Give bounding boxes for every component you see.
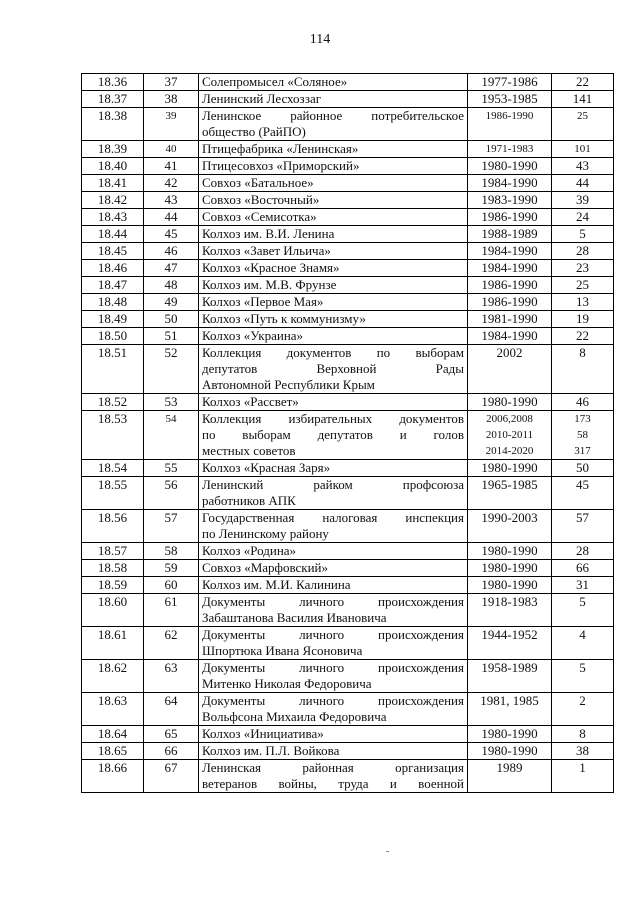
fund-name-line: Колхоз им. М.В. Фрунзе (202, 277, 337, 292)
cell-years (468, 226, 552, 243)
fund-name-line: по выборам депутатов и голов (202, 427, 464, 442)
cell-fund-index: 18.51 (82, 345, 144, 394)
cell-years (468, 726, 552, 743)
table-row (82, 192, 614, 209)
count-value: 25 (576, 277, 589, 292)
fund-name-line: Колхоз «Первое Мая» (202, 294, 324, 309)
fund-name-line: Колхоз им. В.И. Ленина (202, 226, 335, 241)
cell-file-count (552, 627, 614, 660)
cell-row-number: 61 (144, 594, 199, 627)
count-value: 1 (579, 760, 586, 775)
count-value: 2 (579, 693, 586, 708)
cell-file-count (552, 543, 614, 560)
cell-row-number: 55 (144, 460, 199, 477)
table-row (82, 577, 614, 594)
years-value: 1980-1990 (481, 394, 538, 409)
cell-fund-index: 18.66 (82, 760, 144, 793)
cell-file-count (552, 560, 614, 577)
cell-row-number: 57 (144, 510, 199, 543)
table-row (82, 394, 614, 411)
cell-fund-index: 18.46 (82, 260, 144, 277)
years-value: 1980-1990 (481, 460, 538, 475)
fund-name-line: Солепромысел «Соляное» (202, 74, 348, 89)
years-value: 1958-1989 (481, 660, 538, 675)
cell-row-number: 54 (144, 411, 199, 460)
years-value: 2014-2020 (485, 445, 534, 457)
cell-years (468, 660, 552, 693)
fund-name-line: Совхоз «Семисотка» (202, 209, 317, 224)
cell-fund-index: 18.37 (82, 91, 144, 108)
fund-name-line: ветеранов войны, труда и военной (202, 776, 464, 791)
cell-fund-name (199, 345, 468, 394)
cell-years (468, 743, 552, 760)
cell-fund-index: 18.39 (82, 141, 144, 158)
fund-name-line: Птицесовхоз «Приморский» (202, 158, 360, 173)
fund-name-line: Шпортюка Ивана Ясоновича (202, 643, 363, 658)
cell-fund-index: 18.48 (82, 294, 144, 311)
cell-file-count (552, 141, 614, 158)
years-value: 2002 (496, 345, 523, 360)
cell-row-number: 41 (144, 158, 199, 175)
count-value: 28 (576, 243, 589, 258)
cell-years (468, 394, 552, 411)
cell-fund-index: 18.60 (82, 594, 144, 627)
cell-fund-name (199, 627, 468, 660)
fund-name-line: Колхоз «Рассвет» (202, 394, 299, 409)
cell-years (468, 345, 552, 394)
years-value: 1984-1990 (481, 243, 538, 258)
cell-years (468, 460, 552, 477)
cell-row-number: 50 (144, 311, 199, 328)
cell-file-count (552, 394, 614, 411)
cell-years (468, 328, 552, 345)
count-value: 66 (576, 560, 589, 575)
cell-fund-name (199, 693, 468, 726)
years-value: 1980-1990 (481, 743, 538, 758)
cell-fund-name (199, 560, 468, 577)
cell-file-count (552, 260, 614, 277)
cell-row-number: 44 (144, 209, 199, 226)
count-value: 5 (579, 660, 586, 675)
cell-fund-index: 18.61 (82, 627, 144, 660)
table-row (82, 743, 614, 760)
years-value: 1980-1990 (481, 560, 538, 575)
cell-row-number: 42 (144, 175, 199, 192)
cell-row-number: 45 (144, 226, 199, 243)
table-row (82, 311, 614, 328)
table-row (82, 175, 614, 192)
cell-fund-name (199, 328, 468, 345)
cell-file-count (552, 460, 614, 477)
cell-file-count (552, 192, 614, 209)
cell-row-number: 59 (144, 560, 199, 577)
cell-fund-name (199, 743, 468, 760)
cell-row-number: 56 (144, 477, 199, 510)
cell-file-count (552, 477, 614, 510)
cell-file-count (552, 226, 614, 243)
count-value: 24 (576, 209, 589, 224)
cell-file-count (552, 577, 614, 594)
fund-name-line: Автономной Республики Крым (202, 377, 375, 392)
cell-fund-index: 18.63 (82, 693, 144, 726)
cell-file-count (552, 277, 614, 294)
years-value: 1990-2003 (481, 510, 538, 525)
cell-fund-name (199, 594, 468, 627)
cell-file-count (552, 209, 614, 226)
cell-file-count (552, 760, 614, 793)
table-row (82, 277, 614, 294)
cell-file-count (552, 91, 614, 108)
table-row (82, 243, 614, 260)
cell-file-count (552, 345, 614, 394)
count-value: 43 (576, 158, 589, 173)
table-row (82, 345, 614, 394)
fund-name-line: по Ленинскому району (202, 526, 329, 541)
cell-file-count (552, 74, 614, 91)
count-value: 5 (579, 594, 586, 609)
cell-file-count (552, 743, 614, 760)
cell-fund-name (199, 158, 468, 175)
table-row (82, 477, 614, 510)
years-value: 1986-1990 (481, 294, 538, 309)
cell-fund-name (199, 294, 468, 311)
count-value: 8 (579, 726, 586, 741)
cell-file-count (552, 294, 614, 311)
years-value: 1965-1985 (481, 477, 538, 492)
cell-row-number: 65 (144, 726, 199, 743)
fund-name-line: Государственная налоговая инспекция (202, 510, 464, 525)
cell-fund-index: 18.36 (82, 74, 144, 91)
cell-years (468, 311, 552, 328)
cell-row-number: 64 (144, 693, 199, 726)
fund-name-line: Коллекция избирательных документов (202, 411, 464, 426)
cell-fund-name (199, 226, 468, 243)
cell-fund-name (199, 192, 468, 209)
years-value: 1981, 1985 (480, 693, 539, 708)
fund-name-line: общество (РайПО) (202, 124, 306, 139)
table-row (82, 510, 614, 543)
table-row (82, 294, 614, 311)
count-value: 19 (576, 311, 589, 326)
years-value: 1984-1990 (481, 260, 538, 275)
cell-years (468, 627, 552, 660)
cell-row-number: 48 (144, 277, 199, 294)
cell-fund-index: 18.59 (82, 577, 144, 594)
count-value: 31 (576, 577, 589, 592)
cell-fund-index: 18.42 (82, 192, 144, 209)
fund-name-line: Коллекция документов по выборам (202, 345, 464, 360)
years-value: 1981-1990 (481, 311, 538, 326)
cell-years (468, 477, 552, 510)
cell-years (468, 543, 552, 560)
count-value: 58 (577, 429, 588, 441)
cell-file-count (552, 158, 614, 175)
cell-fund-name (199, 91, 468, 108)
cell-fund-name (199, 175, 468, 192)
cell-row-number: 37 (144, 74, 199, 91)
table-row (82, 158, 614, 175)
cell-fund-name (199, 311, 468, 328)
table-row (82, 660, 614, 693)
years-value: 1984-1990 (481, 328, 538, 343)
page-number: 114 (309, 32, 331, 47)
years-value: 1986-1990 (481, 277, 538, 292)
cell-years (468, 91, 552, 108)
cell-years (468, 260, 552, 277)
count-value: 39 (576, 192, 589, 207)
fund-name-line: Колхоз «Красная Заря» (202, 460, 331, 475)
fund-name-line: работников АПК (202, 493, 296, 508)
count-value: 173 (574, 413, 591, 425)
table-row (82, 141, 614, 158)
cell-file-count (552, 726, 614, 743)
cell-fund-name (199, 209, 468, 226)
count-value: 57 (576, 510, 589, 525)
years-value: 1989 (496, 760, 523, 775)
table-row (82, 627, 614, 660)
cell-years (468, 175, 552, 192)
fund-name-line: местных советов (202, 443, 296, 458)
years-value: 1986-1990 (485, 110, 534, 122)
cell-file-count (552, 510, 614, 543)
fund-name-line: Колхоз им. П.Л. Войкова (202, 743, 340, 758)
cell-fund-name (199, 260, 468, 277)
fund-name-line: Вольфсона Михаила Федоровича (202, 709, 387, 724)
cell-years (468, 760, 552, 793)
fund-name-line: депутатов Верховной Рады (202, 361, 464, 376)
count-value: 141 (572, 91, 593, 106)
cell-row-number: 52 (144, 345, 199, 394)
cell-file-count (552, 108, 614, 141)
cell-fund-name (199, 243, 468, 260)
cell-fund-name (199, 760, 468, 793)
cell-years (468, 560, 552, 577)
cell-fund-index: 18.50 (82, 328, 144, 345)
cell-row-number: 60 (144, 577, 199, 594)
cell-row-number: 38 (144, 91, 199, 108)
fund-name-line: Колхоз «Родина» (202, 543, 297, 558)
cell-row-number: 40 (144, 141, 199, 158)
fund-name-line: Документы личного происхождения (202, 594, 464, 609)
cell-row-number: 43 (144, 192, 199, 209)
fund-name-line: Ленинская районная организация (202, 760, 464, 775)
cell-fund-index: 18.43 (82, 209, 144, 226)
fund-name-line: Колхоз «Путь к коммунизму» (202, 311, 366, 326)
cell-years (468, 577, 552, 594)
cell-years (468, 510, 552, 543)
table-row (82, 91, 614, 108)
count-value: 50 (576, 460, 589, 475)
cell-years (468, 277, 552, 294)
count-value: 13 (576, 294, 589, 309)
cell-fund-index: 18.45 (82, 243, 144, 260)
years-value: 1984-1990 (481, 175, 538, 190)
cell-years (468, 594, 552, 627)
fund-name-line: Колхоз «Красное Знамя» (202, 260, 340, 275)
cell-file-count (552, 693, 614, 726)
cell-file-count (552, 328, 614, 345)
table-row (82, 328, 614, 345)
table-row (82, 726, 614, 743)
fund-name-line: Совхоз «Марфовский» (202, 560, 329, 575)
years-value: 1971-1983 (485, 143, 534, 155)
years-value: 1918-1983 (481, 594, 538, 609)
cell-years (468, 411, 552, 460)
cell-years (468, 693, 552, 726)
cell-fund-index: 18.54 (82, 460, 144, 477)
cell-fund-name (199, 141, 468, 158)
fund-name-line: Документы личного происхождения (202, 660, 464, 675)
cell-fund-index: 18.41 (82, 175, 144, 192)
cell-fund-index: 18.47 (82, 277, 144, 294)
table-row (82, 560, 614, 577)
table-row (82, 209, 614, 226)
fund-name-line: Документы личного происхождения (202, 693, 464, 708)
cell-fund-index: 18.55 (82, 477, 144, 510)
years-value: 1977-1986 (481, 74, 538, 89)
cell-fund-index: 18.40 (82, 158, 144, 175)
cell-fund-name (199, 660, 468, 693)
cell-row-number: 67 (144, 760, 199, 793)
cell-fund-index: 18.38 (82, 108, 144, 141)
years-value: 1980-1990 (481, 577, 538, 592)
cell-fund-index: 18.62 (82, 660, 144, 693)
cell-years (468, 141, 552, 158)
fund-name-line: Ленинский райком профсоюза (202, 477, 464, 492)
table-row (82, 260, 614, 277)
fund-name-line: Ленинское районное потребительское (202, 108, 464, 123)
count-value: 4 (579, 627, 586, 642)
count-value: 44 (576, 175, 589, 190)
cell-years (468, 192, 552, 209)
cell-row-number: 63 (144, 660, 199, 693)
fund-name-line: Колхоз «Завет Ильича» (202, 243, 331, 258)
fund-name-line: Забаштанова Василия Ивановича (202, 610, 387, 625)
archive-fund-table (81, 73, 614, 793)
count-value: 28 (576, 543, 589, 558)
count-value: 8 (579, 345, 586, 360)
cell-fund-name (199, 394, 468, 411)
cell-fund-name (199, 577, 468, 594)
table-row (82, 108, 614, 141)
years-value: 1983-1990 (481, 192, 538, 207)
cell-row-number: 51 (144, 328, 199, 345)
fund-name-line: Документы личного происхождения (202, 627, 464, 642)
years-value: 1980-1990 (481, 726, 538, 741)
cell-row-number: 39 (144, 108, 199, 141)
years-value: 1980-1990 (481, 158, 538, 173)
cell-years (468, 158, 552, 175)
cell-fund-name (199, 74, 468, 91)
fund-name-line: Колхоз «Инициатива» (202, 726, 324, 741)
cell-file-count (552, 411, 614, 460)
years-value: 2010-2011 (485, 429, 534, 441)
count-value: 5 (579, 226, 586, 241)
cell-fund-name (199, 543, 468, 560)
cell-fund-index: 18.64 (82, 726, 144, 743)
cell-row-number: 66 (144, 743, 199, 760)
cell-row-number: 47 (144, 260, 199, 277)
years-value: 1953-1985 (481, 91, 538, 106)
cell-file-count (552, 311, 614, 328)
table-row (82, 411, 614, 460)
table-row (82, 594, 614, 627)
count-value: 101 (574, 143, 591, 155)
cell-fund-name (199, 411, 468, 460)
count-value: 317 (574, 445, 591, 457)
count-value: 45 (576, 477, 589, 492)
cell-years (468, 209, 552, 226)
years-value: 1988-1989 (481, 226, 538, 241)
cell-row-number: 58 (144, 543, 199, 560)
table-row (82, 460, 614, 477)
cell-file-count (552, 243, 614, 260)
years-value: 2006,2008 (486, 413, 533, 425)
fund-name-line: Совхоз «Батальное» (202, 175, 314, 190)
cell-fund-index: 18.44 (82, 226, 144, 243)
count-value: 46 (576, 394, 589, 409)
cell-fund-index: 18.57 (82, 543, 144, 560)
count-value: 22 (576, 74, 589, 89)
cell-fund-name (199, 510, 468, 543)
cell-fund-index: 18.53 (82, 411, 144, 460)
table-row (82, 543, 614, 560)
cell-row-number: 46 (144, 243, 199, 260)
cell-fund-index: 18.52 (82, 394, 144, 411)
cell-fund-index: 18.49 (82, 311, 144, 328)
years-value: 1944-1952 (481, 627, 538, 642)
years-value: 1986-1990 (481, 209, 538, 224)
table-row (82, 693, 614, 726)
cell-fund-index: 18.65 (82, 743, 144, 760)
cell-fund-index: 18.56 (82, 510, 144, 543)
fund-name-line: Митенко Николая Федоровича (202, 676, 372, 691)
cell-fund-index: 18.58 (82, 560, 144, 577)
cell-file-count (552, 660, 614, 693)
cell-years (468, 294, 552, 311)
count-value: 23 (576, 260, 589, 275)
count-value: 25 (577, 110, 588, 122)
fund-name-line: Совхоз «Восточный» (202, 192, 320, 207)
cell-fund-name (199, 460, 468, 477)
cell-fund-name (199, 726, 468, 743)
fund-name-line: Ленинский Лесхоззаг (202, 91, 322, 106)
years-value: 1980-1990 (481, 543, 538, 558)
cell-fund-name (199, 277, 468, 294)
cell-years (468, 74, 552, 91)
count-value: 38 (576, 743, 589, 758)
fund-name-line: Птицефабрика «Ленинская» (202, 141, 359, 156)
fund-name-line: Колхоз «Украина» (202, 328, 304, 343)
cell-years (468, 108, 552, 141)
fund-name-line: Колхоз им. М.И. Калинина (202, 577, 351, 592)
count-value: 22 (576, 328, 589, 343)
table-row (82, 226, 614, 243)
scan-speck (386, 851, 389, 852)
cell-file-count (552, 594, 614, 627)
table-row (82, 74, 614, 91)
table-row (82, 760, 614, 793)
cell-file-count (552, 175, 614, 192)
cell-fund-name (199, 477, 468, 510)
cell-fund-name (199, 108, 468, 141)
cell-row-number: 49 (144, 294, 199, 311)
cell-row-number: 53 (144, 394, 199, 411)
cell-years (468, 243, 552, 260)
cell-row-number: 62 (144, 627, 199, 660)
